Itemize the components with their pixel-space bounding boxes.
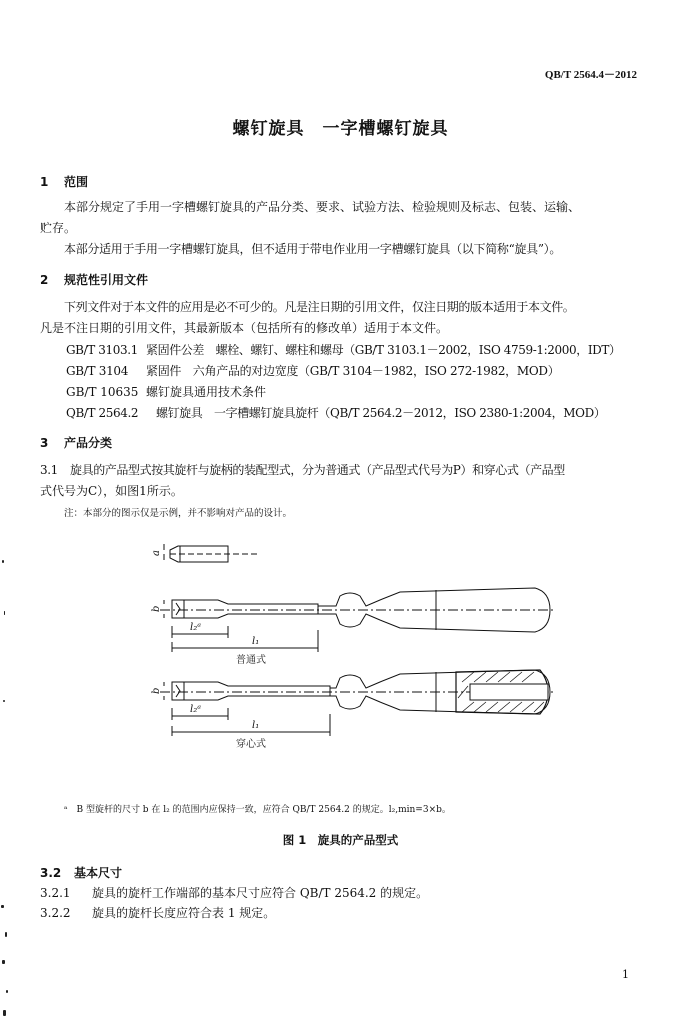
dim-label-l2: l₂ᵃ bbox=[190, 704, 201, 715]
clause-3-2-2 bbox=[40, 904, 275, 921]
figure-footnote: ᵃ B 型旋杆的尺寸 b 在 l₂ 的范围内应保持一致，应符合 QB/T 2564.2 的规定。l₂,min=3×b。 bbox=[64, 805, 451, 815]
dim-label-l1: l₁ bbox=[252, 720, 260, 731]
section-title: 范围 bbox=[64, 175, 89, 189]
scan-speck bbox=[1, 905, 4, 908]
dim-label-b: b bbox=[151, 605, 162, 612]
scan-speck bbox=[2, 560, 4, 563]
section-2-heading bbox=[40, 271, 148, 288]
section-1-heading bbox=[40, 173, 88, 190]
clause-3-1 bbox=[40, 461, 565, 478]
scan-speck bbox=[5, 932, 7, 937]
dim-label-l2: l₂ᵃ bbox=[190, 622, 201, 633]
reference-item bbox=[66, 383, 266, 400]
section-number: 1 bbox=[40, 175, 49, 189]
dim-label-l1: l₁ bbox=[252, 636, 260, 647]
scope-paragraph-2: 本部分适用于手用一字槽螺钉旋具，但不适用于带电作业用一字槽螺钉旋具（以下简称“旋具”）。 bbox=[64, 242, 562, 256]
reference-code: GB/T 10635 bbox=[66, 385, 139, 399]
figure-1-drawing bbox=[140, 530, 570, 765]
document-title: 螺钉旋具 一字槽螺钉旋具 bbox=[232, 119, 449, 139]
section-number: 3.2 bbox=[40, 866, 62, 880]
refs-intro-line-1: 下列文件对于本文件的应用是必不可少的。凡是注日期的引用文件，仅注日期的版本适用于本文件。 bbox=[64, 300, 575, 314]
blade-side-detail bbox=[164, 544, 260, 562]
clause-3-1-line-2: 式代号为C），如图1所示。 bbox=[40, 484, 183, 498]
scan-speck bbox=[3, 1010, 6, 1016]
reference-title: 紧固件 六角产品的对边宽度（GB/T 3104－1982，ISO 272-1982，MOD） bbox=[146, 364, 560, 378]
page-number: 1 bbox=[622, 968, 629, 981]
clause-text: 旋具的旋杆工作端部的基本尺寸应符合 QB/T 2564.2 的规定。 bbox=[92, 886, 429, 900]
type-label-ordinary: 普通式 bbox=[236, 655, 266, 666]
section-3-2-heading bbox=[40, 864, 122, 881]
refs-intro-line-2: 凡是不注日期的引用文件，其最新版本（包括所有的修改单）适用于本文件。 bbox=[40, 321, 449, 335]
dim-label-b: b bbox=[151, 687, 162, 694]
scan-speck bbox=[4, 611, 5, 615]
dim-label-a: a bbox=[151, 550, 162, 556]
type-label-through: 穿心式 bbox=[236, 739, 266, 750]
scope-paragraph-line-2: 贮存。 bbox=[40, 221, 77, 235]
section-title: 规范性引用文件 bbox=[64, 273, 149, 287]
section-title: 基本尺寸 bbox=[74, 866, 123, 880]
figure-note: 注：本部分的图示仅是示例，并不影响对产品的设计。 bbox=[64, 508, 293, 519]
reference-item bbox=[66, 404, 605, 421]
reference-code: GB/T 3103.1 bbox=[66, 343, 138, 357]
section-3-heading bbox=[40, 434, 112, 451]
clause-number: 3.1 bbox=[40, 463, 58, 477]
reference-code: GB/T 3104 bbox=[66, 364, 129, 378]
section-number: 3 bbox=[40, 436, 49, 450]
ordinary-type-drawing bbox=[160, 588, 555, 652]
reference-item bbox=[66, 341, 621, 358]
clause-number: 3.2.2 bbox=[40, 906, 71, 920]
reference-title: 螺钉旋具通用技术条件 bbox=[146, 385, 267, 399]
scan-speck bbox=[6, 990, 8, 993]
reference-code: QB/T 2564.2 bbox=[66, 406, 139, 420]
clause-text-line-1: 旋具的产品型式按其旋杆与旋柄的装配型式，分为普通式（产品型式代号为P）和穿心式（产品型 bbox=[70, 463, 565, 477]
reference-item bbox=[66, 362, 559, 379]
figure-caption: 图 1 旋具的产品型式 bbox=[282, 833, 399, 847]
scope-paragraph-line-1: 本部分规定了手用一字槽螺钉旋具的产品分类、要求、试验方法、检验规则及标志、包装、运输、 bbox=[64, 200, 581, 214]
clause-number: 3.2.1 bbox=[40, 886, 71, 900]
section-title: 产品分类 bbox=[64, 436, 113, 450]
scan-speck bbox=[2, 960, 5, 964]
clause-3-2-1 bbox=[40, 884, 428, 901]
standard-code: QB/T 2564.4－2012 bbox=[544, 69, 637, 81]
section-number: 2 bbox=[40, 273, 49, 287]
reference-title: 螺钉旋具 一字槽螺钉旋具旋杆（QB/T 2564.2－2012，ISO 2380-1:2004，MOD） bbox=[156, 406, 606, 420]
reference-title: 紧固件公差 螺栓、螺钉、螺柱和螺母（GB/T 3103.1－2002，ISO 4759-1:2000，IDT） bbox=[146, 343, 621, 357]
clause-text: 旋具的旋杆长度应符合表 1 规定。 bbox=[92, 906, 276, 920]
scan-speck bbox=[3, 700, 5, 702]
through-type-drawing bbox=[160, 670, 555, 736]
